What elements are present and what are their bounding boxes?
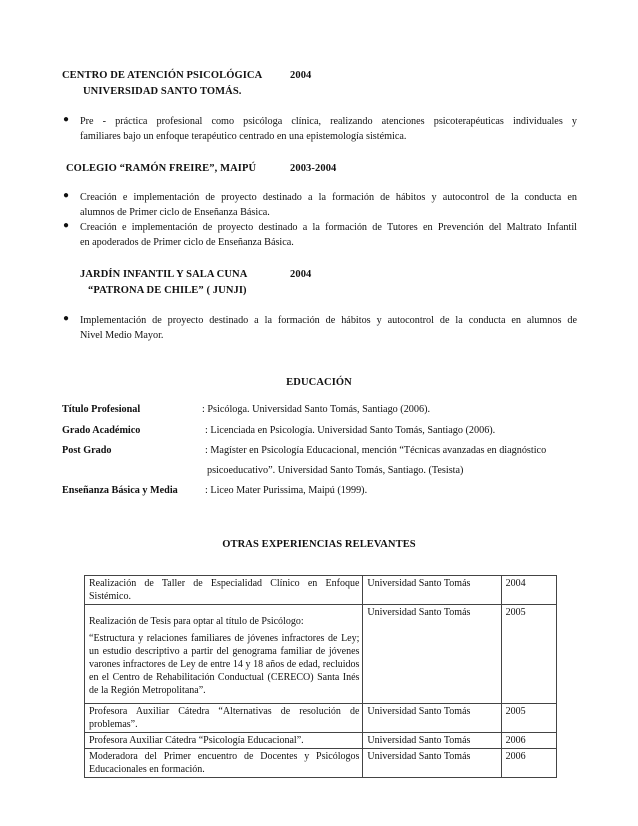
table-row <box>85 576 557 605</box>
education-heading: EDUCACIÓN <box>286 377 352 388</box>
exp-desc-cell <box>85 605 363 704</box>
exp-year: 2004 <box>501 576 556 605</box>
table-row <box>85 704 557 733</box>
centro-bullet-1: Pre - práctica profesional como psicóloga clínica, realizando atenciones psicoterapéuticas individuales y familiares bajo un enfoque terapéutico centrado en una epistemología sistémica. <box>80 116 577 142</box>
exp-desc-intro: Realización de Tesis para optar al título de Psicólogo: <box>89 616 304 627</box>
exp-year: 2006 <box>501 733 556 749</box>
bullet-icon: ● <box>63 190 70 201</box>
bullet-icon: ● <box>63 114 70 125</box>
exp-desc: Realización de Taller de Especialidad Clínico en Enfoque Sistémico. <box>85 576 363 605</box>
exp-place: Universidad Santo Tomás <box>363 704 501 733</box>
table-row <box>85 749 557 778</box>
jardin-title-line2: “PATRONA DE CHILE” ( JUNJI) <box>88 285 247 296</box>
colegio-bullet-2: Creación e implementación de proyecto destinado a la formación de Tutores en Prevención del Maltrato Infantil en apoderados de Primer ciclo de Enseñanza Básica. <box>80 222 577 248</box>
colegio-bullet-1: Creación e implementación de proyecto destinado a la formación de hábitos y autocontrol de la conducta en alumnos de Primer ciclo de Enseñanza Básica. <box>80 192 577 218</box>
other-experiences-heading: OTRAS EXPERIENCIAS RELEVANTES <box>222 539 416 550</box>
jardin-title: JARDÍN INFANTIL Y SALA CUNA <box>80 269 248 280</box>
edu-label-basica-media: Enseñanza Básica y Media <box>62 485 178 496</box>
edu-value-titulo: : Psicóloga. Universidad Santo Tomás, Santiago (2006). <box>202 404 431 415</box>
edu-label-titulo: Título Profesional <box>62 404 141 415</box>
exp-year: 2005 <box>501 704 556 733</box>
exp-desc: Moderadora del Primer encuentro de Docentes y Psicólogos Educacionales en formación. <box>85 749 363 778</box>
centro-title: CENTRO DE ATENCIÓN PSICOLÓGICA <box>62 70 263 81</box>
exp-place: Universidad Santo Tomás <box>363 576 501 605</box>
table-row <box>85 733 557 749</box>
centro-title-line2: UNIVERSIDAD SANTO TOMÁS. <box>83 86 242 97</box>
table-row <box>85 605 557 704</box>
edu-value-grado: : Licenciada en Psicología. Universidad Santo Tomás, Santiago (2006). <box>205 425 496 436</box>
centro-year: 2004 <box>290 70 312 81</box>
edu-value-postgrado-line2: psicoeducativo”. Universidad Santo Tomás, Santiago. (Tesista) <box>207 465 464 476</box>
jardin-bullet-1: Implementación de proyecto destinado a la formación de hábitos y autocontrol de la conducta en alumnos de Nivel Medio Mayor. <box>80 315 577 341</box>
exp-desc: Profesora Auxiliar Cátedra “Psicología Educacional”. <box>85 733 363 749</box>
bullet-icon: ● <box>63 220 70 231</box>
experiences-table <box>84 575 557 778</box>
edu-label-postgrado: Post Grado <box>62 445 112 456</box>
edu-value-basica-media: : Liceo Mater Purissima, Maipú (1999). <box>205 485 368 496</box>
exp-year: 2006 <box>501 749 556 778</box>
edu-label-grado: Grado Académico <box>62 425 141 436</box>
exp-desc: Profesora Auxiliar Cátedra “Alternativas de resolución de problemas”. <box>85 704 363 733</box>
jardin-year: 2004 <box>290 269 312 280</box>
colegio-title: COLEGIO “RAMÓN FREIRE”, MAIPÚ <box>66 163 257 174</box>
exp-place: Universidad Santo Tomás <box>363 733 501 749</box>
exp-desc: “Estructura y relaciones familiares de jóvenes infractores de Ley; un estudio descriptivo a partir del genograma familiar de jóvenes varones infractores de Ley de entre 14 y 18 años de edad, recluidos en el Centro de Rehabilitación Conductual (CERECO) Santa Inés de la Región Metropolitana”. <box>89 633 360 696</box>
exp-place: Universidad Santo Tomás <box>363 749 501 778</box>
bullet-icon: ● <box>63 313 70 324</box>
exp-place: Universidad Santo Tomás <box>363 605 501 704</box>
exp-year: 2005 <box>501 605 556 704</box>
colegio-year: 2003-2004 <box>290 163 337 174</box>
edu-value-postgrado: : Magíster en Psicología Educacional, mención “Técnicas avanzadas en diagnóstico <box>205 445 547 456</box>
